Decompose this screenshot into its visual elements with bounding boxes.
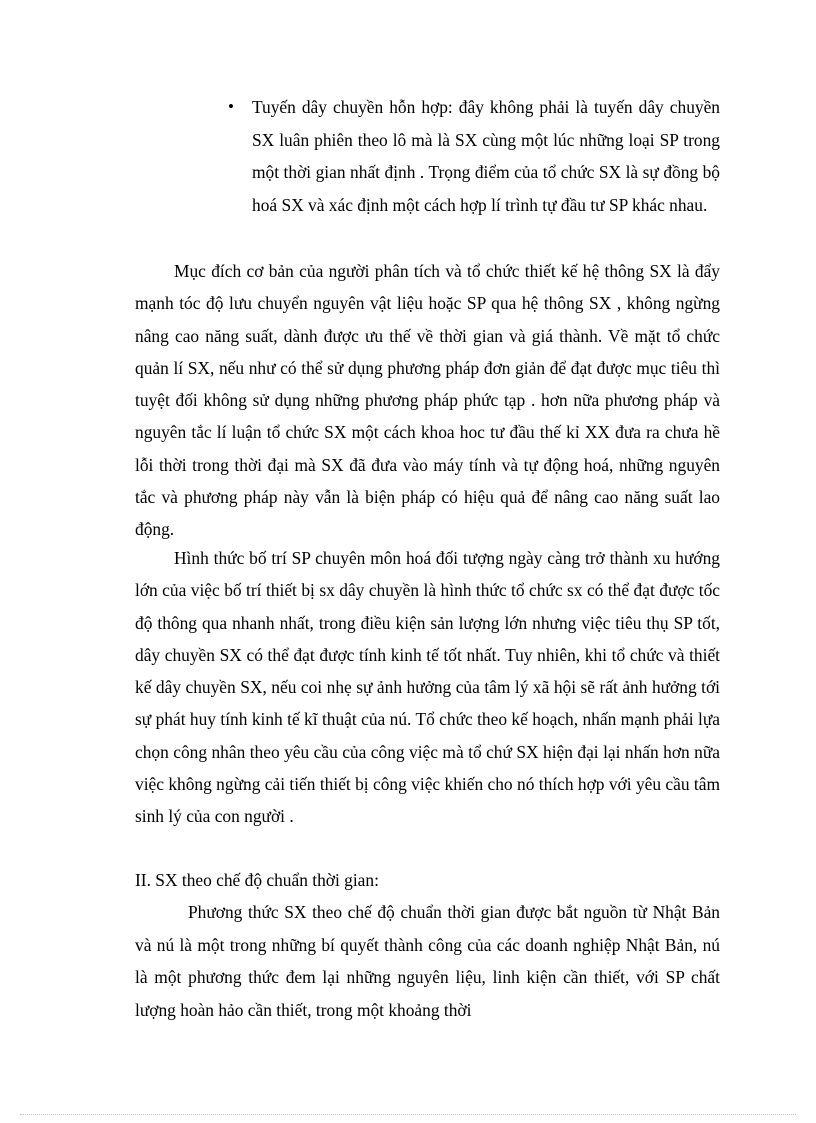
body-paragraph-2: Hình thức bố trí SP chuyên môn hoá đối tượng ngày càng trở thành xu hướng lớn của việc bố trí thiết bị sx dây chuyền là hình thức tổ chức sx có thể đạt được tốc độ thông qua nhanh nhất, trong điều kiện sản lượng lớn nhưng việc tiêu thụ SP tốt, dây chuyền SX có thể đạt được tính kinh tế tốt nhất. Tuy nhiên, khi tổ chức và thiết kế dây chuyền SX, nếu coi nhẹ sự ảnh hưởng của tâm lý xã hội sẽ rất ảnh hưởng tới sự phát huy tính kinh tế kĩ thuật của nú. Tổ chức theo kế hoạch, nhấn mạnh phải lựa chọn công nhân theo yêu cầu của công việc mà tổ chứ SX hiện đại lại nhấn hơn nữa việc không ngừng cải tiến thiết bị công việc khiến cho nó thích hợp với yêu cầu tâm sinh lý của con người .: [135, 548, 720, 827]
bullet-paragraph: Tuyến dây chuyền hỗn hợp: đây không phải là tuyến dây chuyền SX luân phiên theo lô mà là SX cùng một lúc những loại SP trong một thời gian nhất định . Trọng điểm của tổ chức SX là sự đồng bộ hoá SX và xác định một cách hợp lí trình tự đầu tư SP khác nhau.: [252, 97, 720, 215]
bullet-icon: •: [228, 97, 234, 116]
body-paragraph-1: Mục đích cơ bản của người phân tích và tổ chức thiết kế hệ thông SX là đẩy mạnh tóc độ lưu chuyển nguyên vật liệu hoặc SP qua hệ thông SX , không ngừng nâng cao năng suất, dành được ưu thế về thời gian và giá thành. Về mặt tổ chức quản lí SX, nếu như có thể sử dụng phương pháp đơn giản để đạt được mục tiêu thì tuyệt đối không sử dụng những phương pháp phức tạp . hơn nữa phương pháp và nguyên tắc lí luận tổ chức SX một cách khoa hoc tư đầu thế kỉ XX đưa ra chưa hề lỗi thời trong thời đại mà SX đã đưa vào máy tính và tự động hoá, những nguyên tắc và phương pháp này vẫn là biện pháp có hiệu quả để nâng cao năng suất lao động.: [135, 261, 720, 540]
section-heading: II. SX theo chế độ chuẩn thời gian:: [135, 870, 379, 890]
body-paragraph-3: Phương thức SX theo chế độ chuẩn thời gian được bắt nguồn từ Nhật Bản và nú là một trong những bí quyết thành công của các doanh nghiệp Nhật Bản, nú là một phương thức đem lại những nguyên liệu, linh kiện cần thiết, với SP chất lượng hoàn hảo cần thiết, trong một khoảng thời: [135, 902, 720, 1020]
page-bottom-divider: [20, 1114, 796, 1115]
